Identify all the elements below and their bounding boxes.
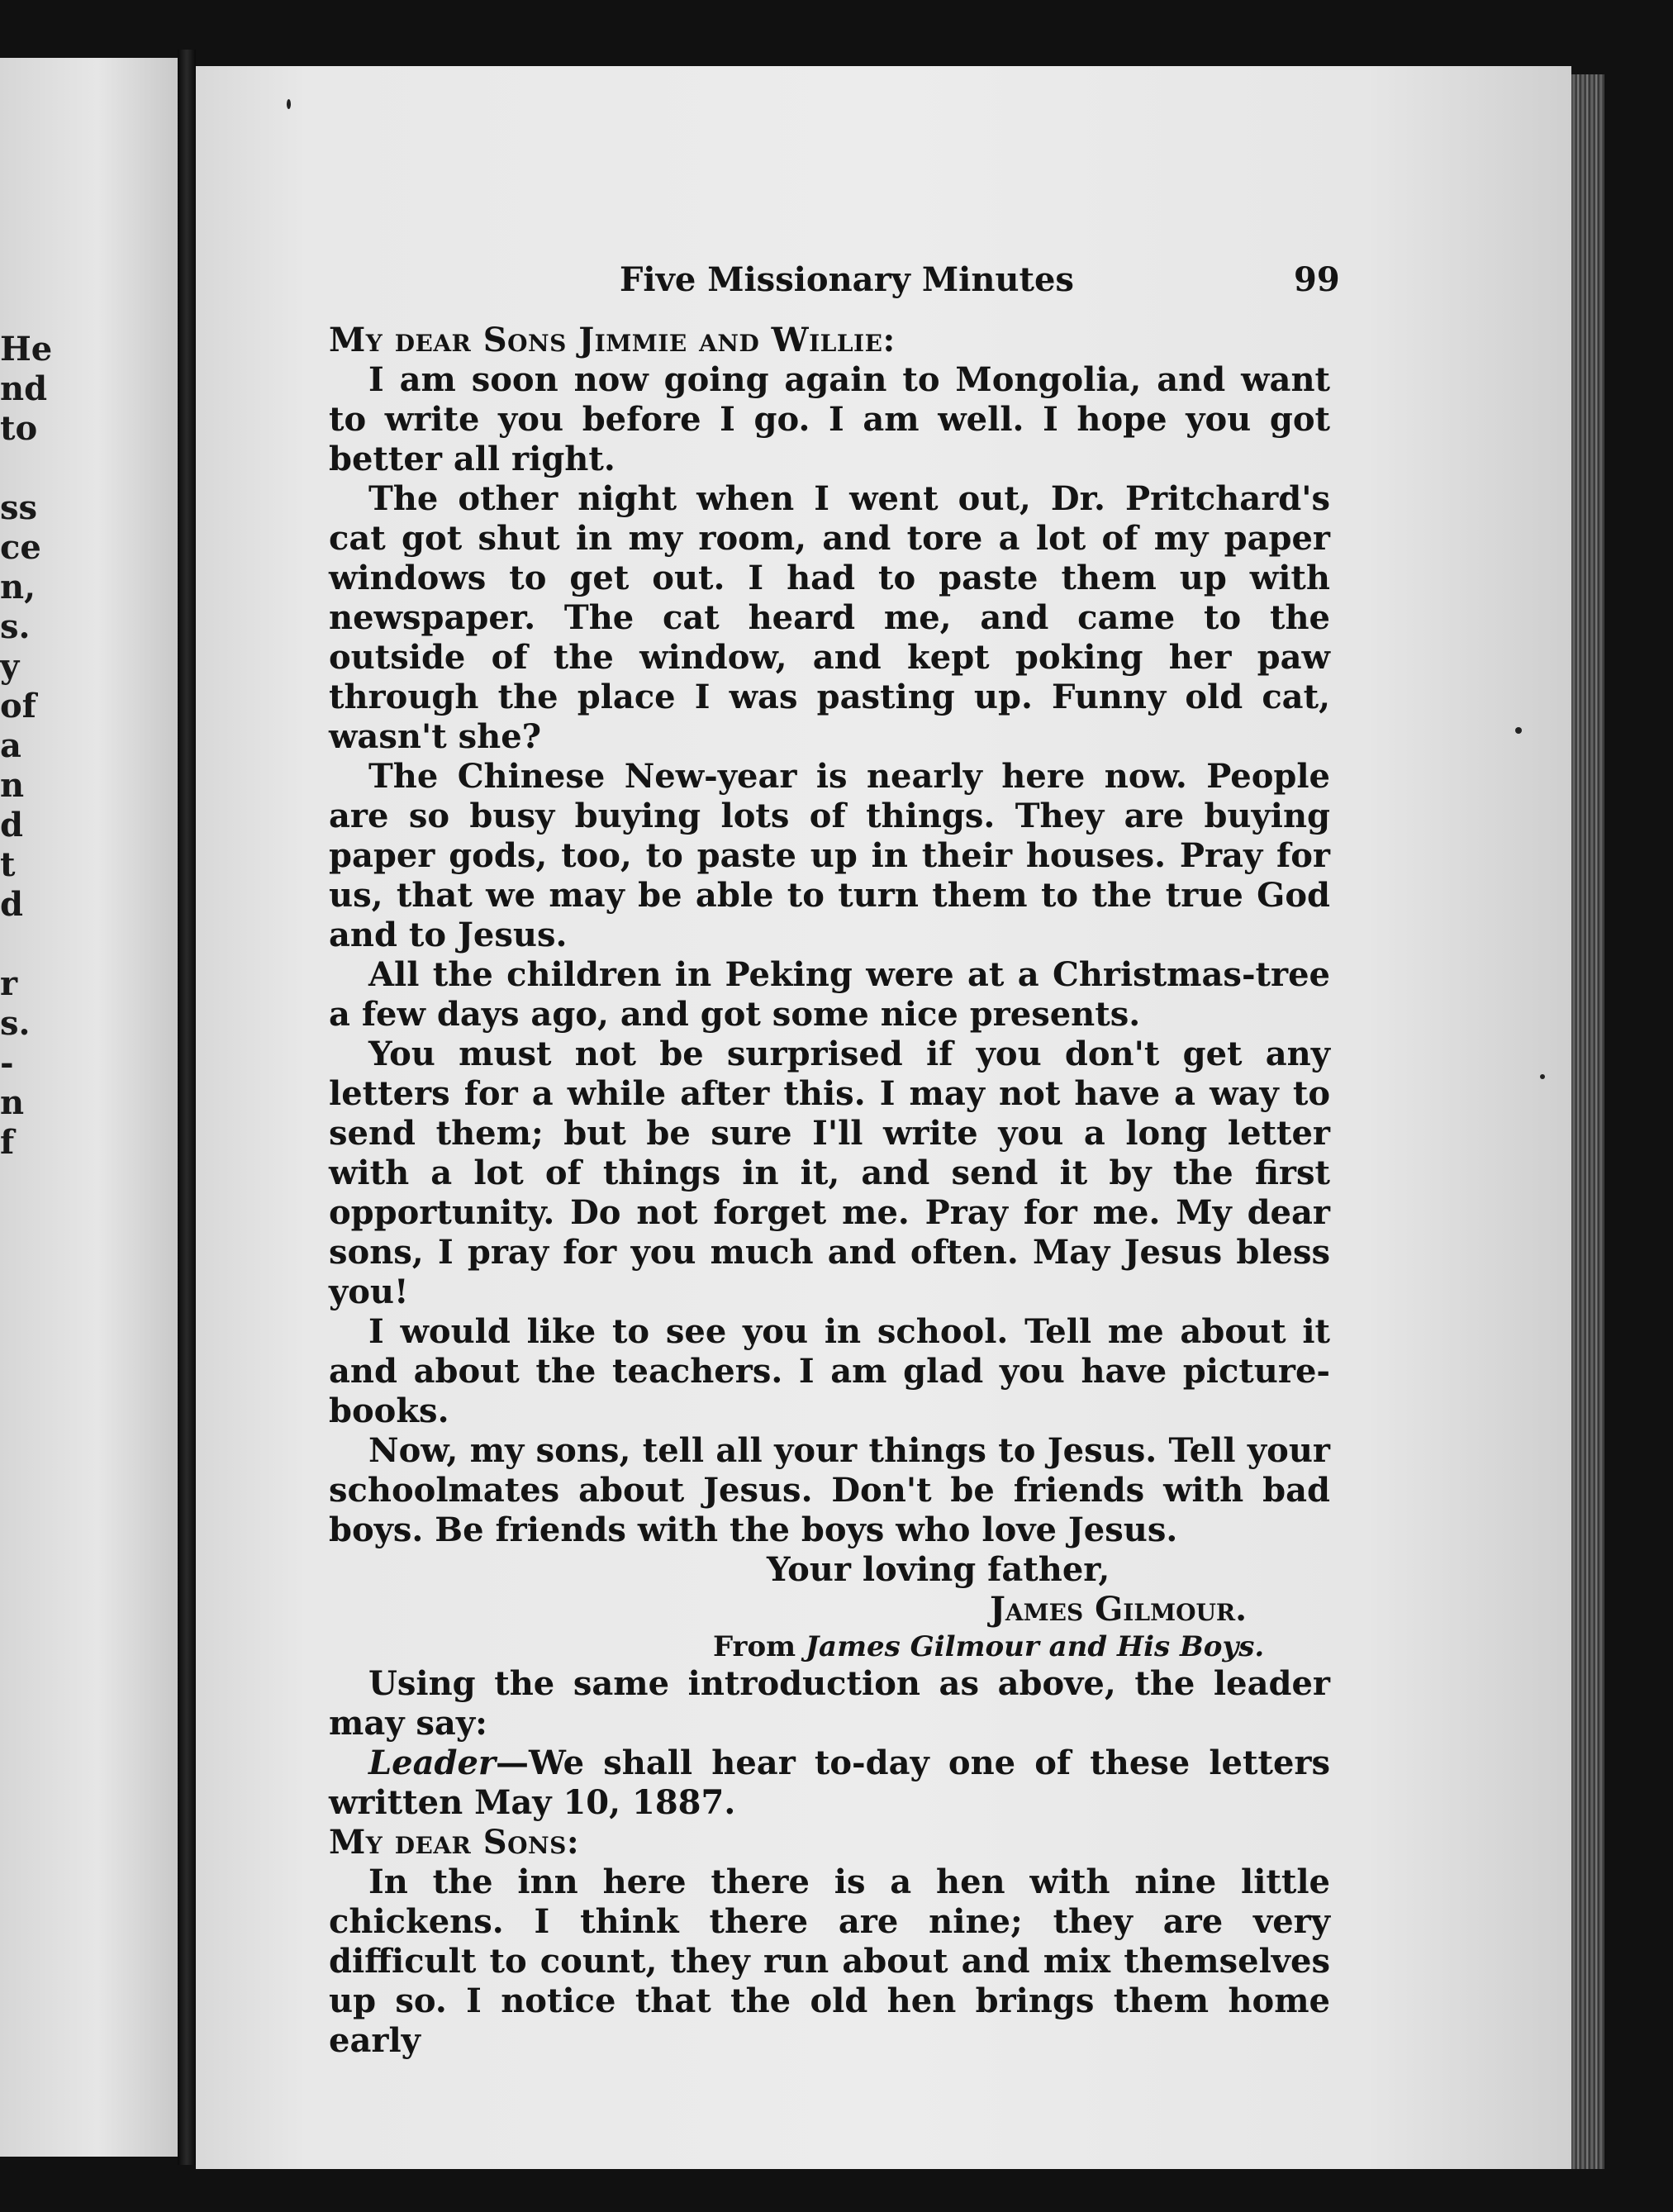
letter-paragraph: Now, my sons, tell all your things to Jesus. Tell your schoolmates about Jesus. Don't be friends with bad boys. Be friends with the boys who love Jesus. [329, 1431, 1330, 1549]
left-page-fragment: s. [0, 1004, 31, 1043]
letter-salutation: My dear Sons: [329, 1823, 580, 1862]
source-title: James Gilmour and His Boys. [805, 1630, 1265, 1663]
letter-paragraph: In the inn here there is a hen with nine little chickens. I think there are nine; they are very difficult to count, they run about and mix themselves up so. I notice that the old hen brings them home early [329, 1862, 1330, 2060]
source-prefix: From [713, 1630, 796, 1663]
left-page-fragment: r [0, 964, 18, 1003]
left-page-fragment: - [0, 1044, 14, 1082]
left-page-fragment: f [0, 1123, 15, 1162]
letter-signature: James Gilmour. [990, 1590, 1248, 1629]
left-page-fragment: ss [0, 488, 38, 527]
left-page [0, 58, 183, 2157]
left-page-fragment: of [0, 687, 36, 725]
left-page-fragment: n [0, 1083, 25, 1122]
left-page-fragment: s. [0, 607, 31, 646]
letter-paragraph: I would like to see you in school. Tell me about it and about the teachers. I am glad you have picture-books. [329, 1312, 1330, 1430]
letter-paragraph: All the children in Peking were at a Christmas-tree a few days ago, and got some nice presents. [329, 955, 1330, 1034]
left-page-fragment: ce [0, 528, 41, 567]
left-page-fragment: n, [0, 568, 36, 607]
letter-paragraph: You must not be surprised if you don't get any letters for a while after this. I may not have a way to send them; but be sure I'll write you a long letter with a lot of things in it, and send it by the first opportunity. Do not forget me. Pray for me. My dear sons, I pray for you much and often. May Jesus bless you! [329, 1035, 1330, 1311]
print-speck [1515, 727, 1522, 734]
left-page-fragment: nd [0, 369, 48, 408]
left-page-fragment: y [0, 647, 20, 686]
left-page-fragment: n [0, 766, 25, 805]
leader-paragraph [329, 1743, 1330, 1823]
letter-closing: Your loving father, [767, 1550, 1110, 1589]
page-text [329, 321, 1330, 2061]
leader-text: —We shall hear to-day one of these letters written May 10, 1887. [329, 1743, 1330, 1822]
left-page-fragment: He [0, 330, 53, 369]
left-page-fragment: to [0, 409, 38, 448]
print-speck [287, 99, 291, 109]
intro-paragraph: Using the same introduction as above, the leader may say: [329, 1664, 1330, 1743]
left-page-fragment: d [0, 885, 23, 924]
letter-salutation: My dear Sons Jimmie and Willie: [329, 321, 896, 359]
page-edge [1571, 74, 1604, 2169]
leader-label: Leader [368, 1743, 496, 1782]
source-credit [329, 1629, 1330, 1664]
letter-paragraph: The other night when I went out, Dr. Pritchard's cat got shut in my room, and tore a lot of my paper windows to get out. I had to paste them up with newspaper. The cat heard me, and came to the outside of the window, and kept poking her paw through the place I was pasting up. Funny old cat, wasn't she? [329, 479, 1330, 756]
letter-paragraph: I am soon now going again to Mongolia, and want to write you before I go. I am well. I hope you got better all right. [329, 360, 1330, 478]
left-page-fragment: d [0, 806, 23, 844]
letter-paragraph: The Chinese New-year is nearly here now. People are so busy buying lots of things. They are buying paper gods, too, to paste up in their houses. Pray for us, that we may be able to turn them to the true God and to Jesus. [329, 757, 1330, 954]
page-number: 99 [1294, 260, 1340, 299]
left-page-fragment: t [0, 845, 16, 884]
left-page-fragment: a [0, 726, 21, 765]
book-gutter [178, 50, 196, 2165]
print-speck [1540, 1074, 1545, 1079]
running-head: Five Missionary Minutes [620, 260, 1074, 299]
